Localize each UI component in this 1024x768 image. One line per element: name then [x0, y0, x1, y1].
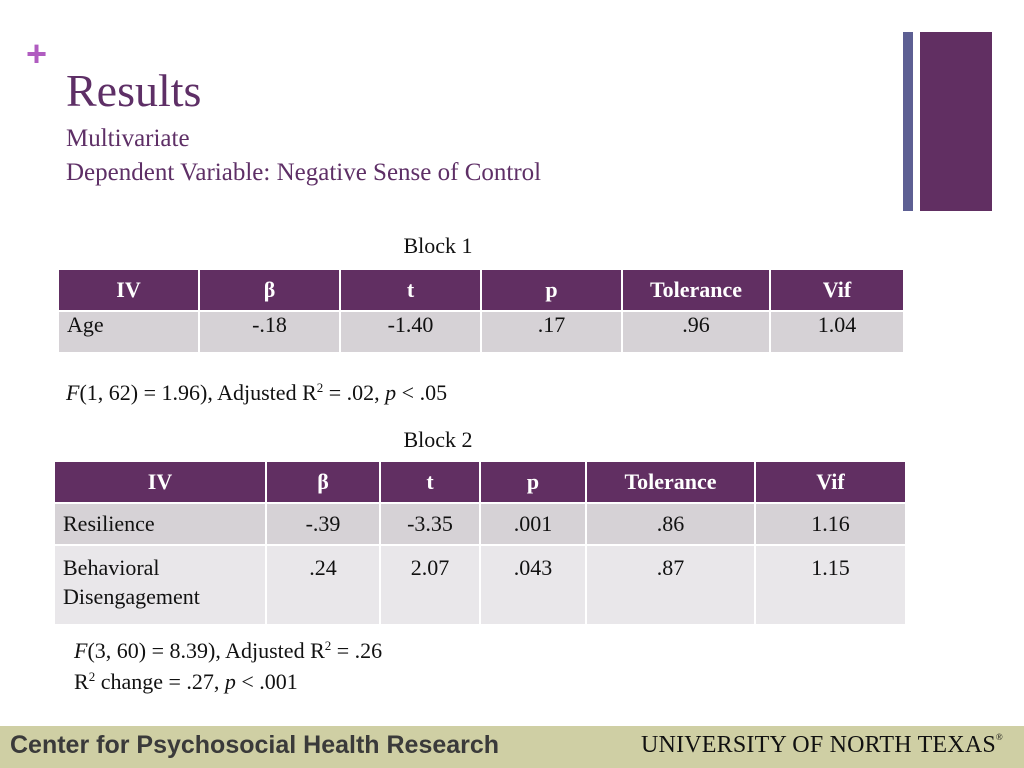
cell-t: -1.40 — [340, 311, 481, 353]
registered-mark: ® — [995, 732, 1003, 742]
cell-t: 2.07 — [380, 545, 480, 625]
decorative-bar-thin — [903, 32, 913, 211]
cell-iv: Age — [58, 311, 199, 353]
header-t: t — [340, 269, 481, 311]
decorative-bar-thick — [920, 32, 992, 211]
cell-iv: Resilience — [54, 503, 266, 545]
block-2-statistics-line1 — [74, 636, 382, 667]
block-2-statistics-line2 — [74, 667, 298, 698]
table-row — [54, 545, 906, 625]
block-1-label: Block 1 — [403, 233, 473, 258]
cell-vif: 1.15 — [755, 545, 906, 625]
cell-vif: 1.04 — [770, 311, 904, 353]
stat-p-symbol: p — [385, 380, 397, 405]
header-vif: Vif — [770, 269, 904, 311]
slide-subtitle-multivariate: Multivariate — [66, 125, 190, 152]
stat-f-symbol: F — [66, 380, 80, 405]
stat-superscript: 2 — [316, 380, 324, 395]
cell-p: .17 — [481, 311, 622, 353]
stat-r-symbol: R — [74, 669, 89, 694]
stat-f-symbol: F — [74, 638, 88, 663]
block-1-table — [57, 268, 905, 354]
table-header-row — [58, 269, 904, 311]
table-row — [58, 311, 904, 353]
table-header-row — [54, 461, 906, 503]
plus-icon: + — [26, 33, 48, 74]
stat-superscript: 2 — [88, 669, 96, 684]
cell-iv — [54, 545, 266, 625]
stat-r2-value: = .02, — [323, 380, 386, 405]
cell-vif: 1.16 — [755, 503, 906, 545]
header-vif: Vif — [755, 461, 906, 503]
header-t: t — [380, 461, 480, 503]
stat-p-value: < .001 — [235, 669, 298, 694]
header-tolerance: Tolerance — [622, 269, 770, 311]
block-1-statistics — [66, 378, 447, 409]
footer-bar — [0, 726, 1024, 768]
cell-beta: .24 — [266, 545, 380, 625]
header-iv: IV — [54, 461, 266, 503]
cell-beta: -.18 — [199, 311, 340, 353]
header-p: p — [480, 461, 586, 503]
slide-subtitle-dependent-variable: Dependent Variable: Negative Sense of Control — [66, 159, 542, 186]
cell-p: .001 — [480, 503, 586, 545]
header-tolerance: Tolerance — [586, 461, 755, 503]
stat-r2-value: = .26 — [331, 638, 383, 663]
stat-p-value: < .05 — [396, 380, 448, 405]
stat-superscript: 2 — [324, 638, 332, 653]
cell-tolerance: .96 — [622, 311, 770, 353]
table-row — [54, 503, 906, 545]
cell-tolerance: .87 — [586, 545, 755, 625]
block-2-label: Block 2 — [403, 427, 473, 452]
cell-t: -3.35 — [380, 503, 480, 545]
cell-tolerance: .86 — [586, 503, 755, 545]
stat-f-text: (1, 62) = 1.96), Adjusted R — [79, 380, 317, 405]
stat-p-symbol: p — [224, 669, 236, 694]
block-2-table — [53, 460, 907, 626]
stat-f-text: (3, 60) = 8.39), Adjusted R — [87, 638, 325, 663]
cell-iv-line1: Behavioral — [63, 555, 160, 580]
header-beta: β — [266, 461, 380, 503]
cell-p: .043 — [480, 545, 586, 625]
slide-title: Results — [66, 65, 202, 116]
cell-beta: -.39 — [266, 503, 380, 545]
cell-iv-line2: Disengagement — [63, 583, 200, 609]
footer-university-logo — [641, 732, 1003, 759]
header-iv: IV — [58, 269, 199, 311]
header-beta: β — [199, 269, 340, 311]
stat-change-text: change = .27, — [95, 669, 225, 694]
university-name: UNIVERSITY OF NORTH TEXAS — [641, 732, 996, 758]
header-p: p — [481, 269, 622, 311]
footer-center-name: Center for Psychosocial Health Research — [10, 731, 500, 759]
